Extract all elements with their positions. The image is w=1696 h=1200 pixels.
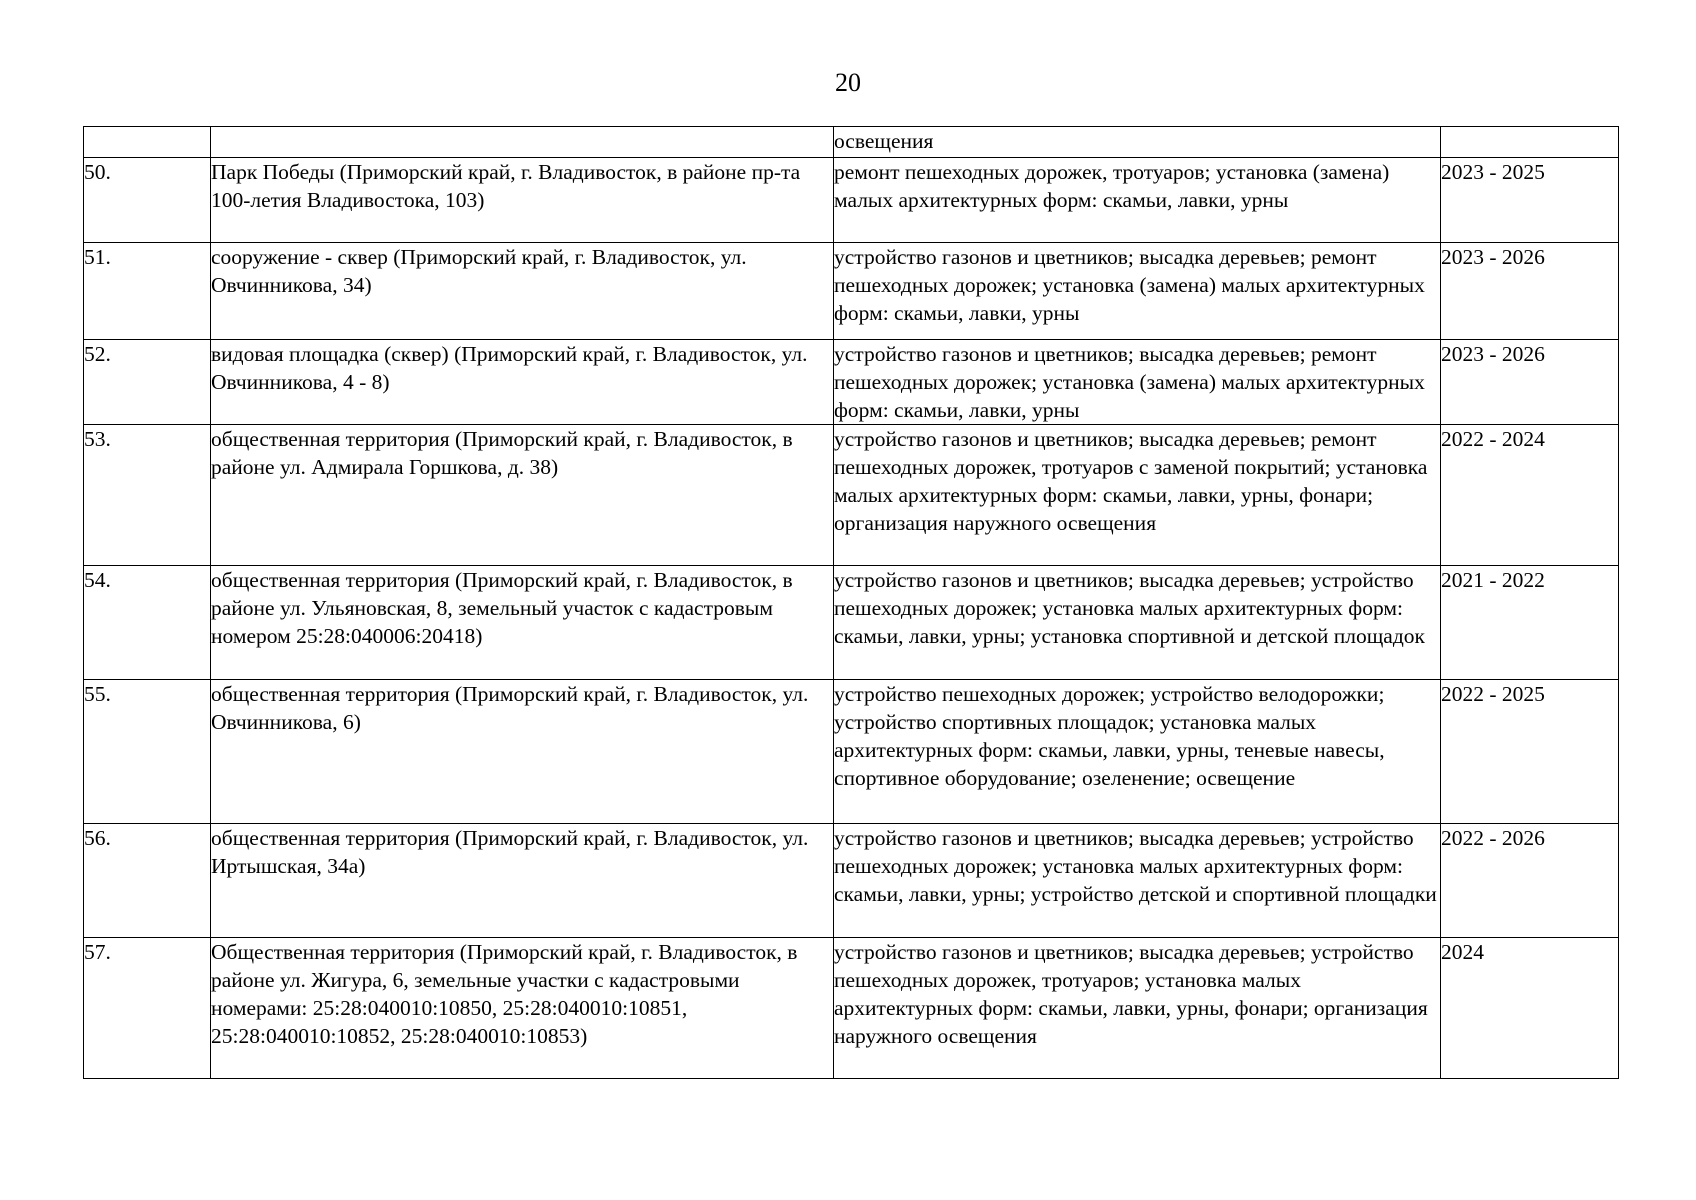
row-number-cell — [84, 127, 211, 158]
works-cell: устройство газонов и цветников; высадка деревьев; ремонт пешеходных дорожек, тротуаров с заменой покрытий; установка малых архитектурных форм: скамьи, лавки, урны, фонари; организация наружного освещения — [834, 425, 1441, 566]
row-number-cell: 55. — [84, 680, 211, 824]
years-cell: 2023 - 2025 — [1441, 158, 1619, 243]
page-number: 20 — [835, 68, 861, 97]
territory-name-cell: сооружение - сквер (Приморский край, г. Владивосток, ул. Овчинникова, 34) — [211, 243, 834, 340]
row-number-cell: 54. — [84, 566, 211, 680]
works-cell: устройство пешеходных дорожек; устройство велодорожки; устройство спортивных площадок; установка малых архитектурных форм: скамьи, лавки, урны, теневые навесы, спортивное оборудование; озеленение; освещение — [834, 680, 1441, 824]
territory-name-cell: Общественная территория (Приморский край, г. Владивосток, в районе ул. Жигура, 6, земельные участки с кадастровыми номерами: 25:28:040010:10850, 25:28:040010:10851, 25:28:040010:10852, 25:28:040010:10853) — [211, 938, 834, 1079]
row-number-cell: 50. — [84, 158, 211, 243]
territory-name-cell: общественная территория (Приморский край, г. Владивосток, в районе ул. Ульяновская, 8, земельный участок с кадастровым номером 25:28:040006:20418) — [211, 566, 834, 680]
works-cell: ремонт пешеходных дорожек, тротуаров; установка (замена) малых архитектурных форм: скамьи, лавки, урны — [834, 158, 1441, 243]
territory-name-cell: общественная территория (Приморский край, г. Владивосток, ул. Иртышская, 34а) — [211, 824, 834, 938]
works-table — [83, 126, 1619, 1079]
territory-name-cell: общественная территория (Приморский край, г. Владивосток, в районе ул. Адмирала Горшкова, д. 38) — [211, 425, 834, 566]
works-cell: устройство газонов и цветников; высадка деревьев; ремонт пешеходных дорожек; установка (замена) малых архитектурных форм: скамьи, лавки, урны — [834, 340, 1441, 425]
years-cell — [1441, 127, 1619, 158]
table-row — [84, 566, 1619, 680]
years-cell: 2021 - 2022 — [1441, 566, 1619, 680]
row-number-cell: 52. — [84, 340, 211, 425]
table-row — [84, 425, 1619, 566]
works-cell: устройство газонов и цветников; высадка деревьев; устройство пешеходных дорожек, тротуаров; установка малых архитектурных форм: скамьи, лавки, урны, фонари; организация наружного освещения — [834, 938, 1441, 1079]
works-cell: устройство газонов и цветников; высадка деревьев; устройство пешеходных дорожек; установка малых архитектурных форм: скамьи, лавки, урны; установка спортивной и детской площадок — [834, 566, 1441, 680]
table-row — [84, 340, 1619, 425]
row-number-cell: 51. — [84, 243, 211, 340]
years-cell: 2022 - 2026 — [1441, 824, 1619, 938]
table-row — [84, 938, 1619, 1079]
years-cell: 2023 - 2026 — [1441, 340, 1619, 425]
row-number-cell: 56. — [84, 824, 211, 938]
table-row — [84, 824, 1619, 938]
years-cell: 2022 - 2024 — [1441, 425, 1619, 566]
table-row — [84, 158, 1619, 243]
territory-name-cell — [211, 127, 834, 158]
row-number-cell: 57. — [84, 938, 211, 1079]
works-cell: устройство газонов и цветников; высадка деревьев; устройство пешеходных дорожек; установка малых архитектурных форм: скамьи, лавки, урны; устройство детской и спортивной площадки — [834, 824, 1441, 938]
years-cell: 2022 - 2025 — [1441, 680, 1619, 824]
table-row — [84, 680, 1619, 824]
territory-name-cell: видовая площадка (сквер) (Приморский край, г. Владивосток, ул. Овчинникова, 4 - 8) — [211, 340, 834, 425]
table-row — [84, 243, 1619, 340]
table-row — [84, 127, 1619, 158]
works-cell: освещения — [834, 127, 1441, 158]
territory-name-cell: Парк Победы (Приморский край, г. Владивосток, в районе пр-та 100-летия Владивостока, 103) — [211, 158, 834, 243]
territory-name-cell: общественная территория (Приморский край, г. Владивосток, ул. Овчинникова, 6) — [211, 680, 834, 824]
years-cell: 2024 — [1441, 938, 1619, 1079]
row-number-cell: 53. — [84, 425, 211, 566]
works-cell: устройство газонов и цветников; высадка деревьев; ремонт пешеходных дорожек; установка (замена) малых архитектурных форм: скамьи, лавки, урны — [834, 243, 1441, 340]
years-cell: 2023 - 2026 — [1441, 243, 1619, 340]
